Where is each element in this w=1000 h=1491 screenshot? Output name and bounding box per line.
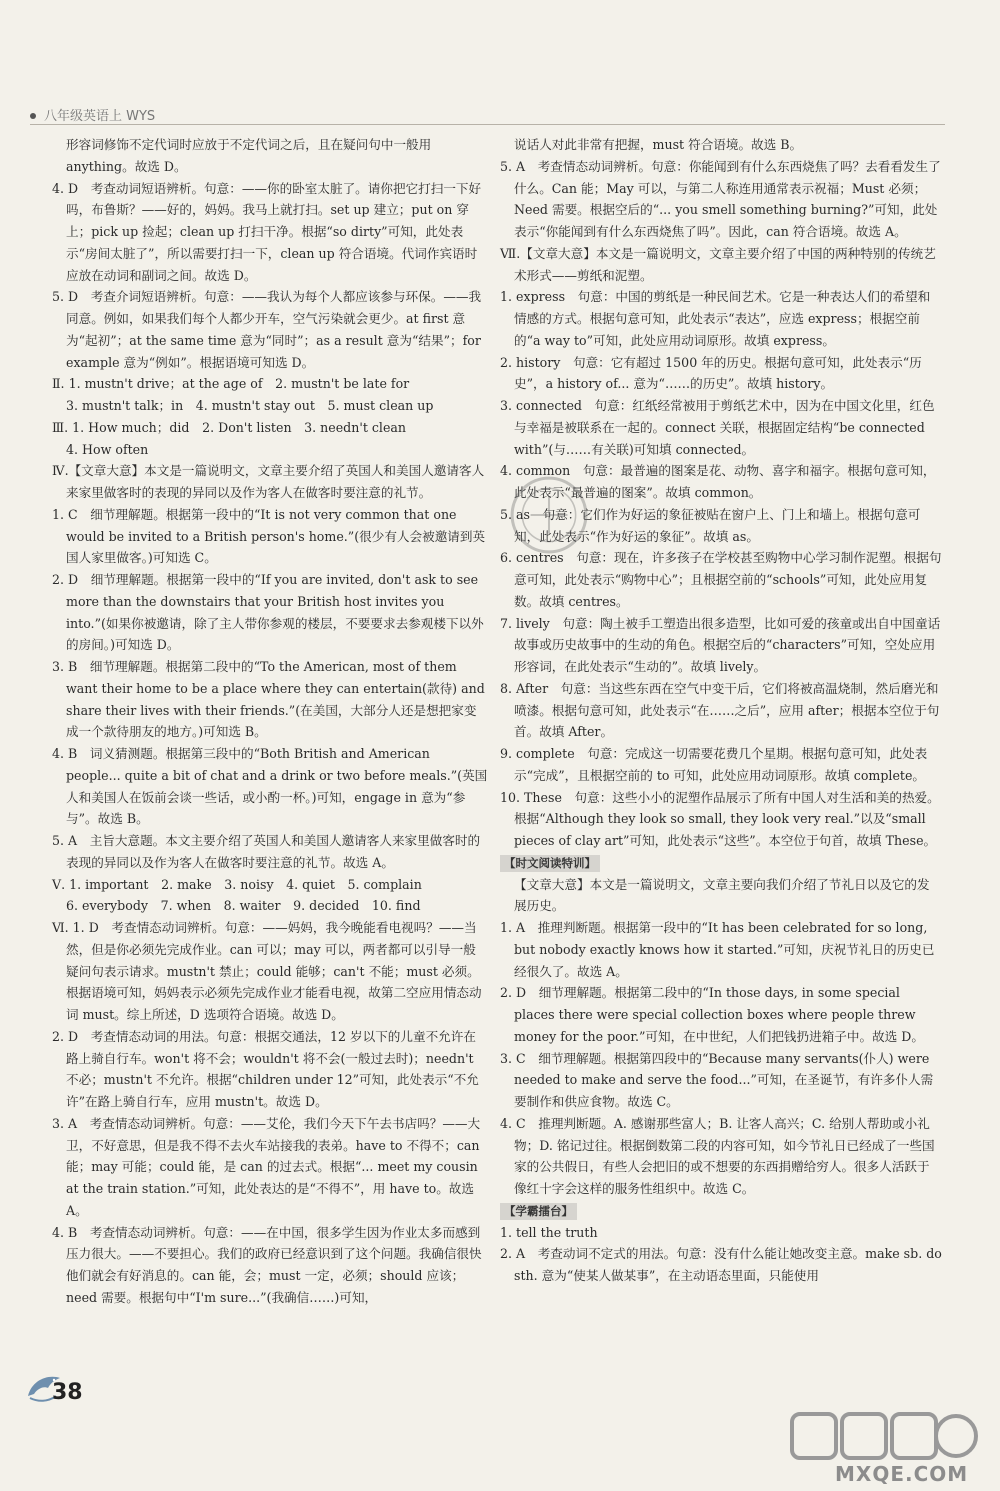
answer-item: 4. B 词义猜测题。根据第三段中的“Both British and American people... quite a bit of chat and a drink or two before meals.”(英国人和美国人在饭前会谈一些话，或小酌一杯。)可知，engage in 意为“参与”。故选 B。 [52, 746, 488, 827]
answer-item: 4. D 考查动词短语辨析。句意：——你的卧室太脏了。请你把它打扫一下好吗，布鲁斯？——好的，妈妈。我马上就打扫。set up 建立；put on 穿上；pick up 捡起；clean up 打扫干净。根据“so dirty”可知，此处表示“房间太脏了”，所以需要打扫一下，clean up 符合语境。代词作宾语时应放在动词和副词之间。故选 D。 [52, 180, 482, 283]
running-header [30, 104, 945, 125]
answer-item: 2. D 细节理解题。根据第一段中的“If you are invited, don't ask to see more than the downstairs that your British host invites you into.”(如果你被邀请，除了主人带你参观的楼层，不要要求去参观楼下以外的房间。)可知选 D。 [52, 572, 484, 653]
answer-item: 5. A 主旨大意题。本文主要介绍了英国人和美国人邀请客人来家里做客时的表现的异同以及作为客人在做客时要注意的礼节。故选 A。 [52, 833, 481, 870]
answer-item: 说话人对此非常有把握，must 符合语境。故选 B。 [514, 137, 803, 152]
watermark-text: MXQE.COM [835, 1462, 969, 1486]
answer-item: 5. A 考查情态动词辨析。句意：你能闻到有什么东西烧焦了吗？去看看发生了什么。Can 能；May 可以，与第二人称连用通常表示祝福；Must 必须；Need 需要。根据空后的“... you smell something burning?”可知，此处表示“你能闻到有什么东西烧焦了吗”。因此，can 符合语境。故选 A。 [500, 158, 941, 239]
right-column [500, 134, 942, 1287]
answer-item: 2. D 细节理解题。根据第二段中的“In those days, in some special places there were special collection boxes where people threw money for the poor.”可知，在中世纪，人们把钱扔进箱子中。故选 D。 [500, 985, 924, 1044]
answer-item: 3. mustn't talk；in 4. mustn't stay out 5. must clean up [66, 398, 434, 413]
answer-item: 2. history 句意：它有超过 1500 年的历史。根据句意可知，此处表示“历史”，a history of... 意为“……的历史”。故填 history。 [500, 354, 922, 392]
answer-item: 1. tell the truth [500, 1224, 598, 1240]
answer-item: 3. connected 句意：红纸经常被用于剪纸艺术中，因为在中国文化里，红色与幸福是被联系在一起的。connect 关联，根据固定结构“be connected with”(与……有关联)可知填 connected。 [500, 398, 935, 457]
answer-item: 8. After 句意：当这些东西在空气中变干后，它们将被高温烧制，然后磨光和喷漆。根据句意可知，此处表示“在……之后”，应用 after；根据本空位于句首。故填 After。 [500, 680, 940, 740]
answer-item: 1. express 句意：中国的剪纸是一种民间艺术。它是一种表达人们的希望和情感的方式。根据句意可知，此处表示“表达”，应选 express；根据空前的“a way to”可知，此处应用动词原形。故填 express。 [500, 289, 931, 348]
answer-item: 6. centres 句意：现在，许多孩子在学校甚至购物中心学习制作泥塑。根据句意可知，此处表示“购物中心”；且根据空前的“schools”可知，此处应用复数。故填 centres。 [500, 550, 942, 609]
answer-item: 5. as 句意：它们作为好运的象征被贴在窗户上、门上和墙上。根据句意可知，此处表示“作为好运的象征”。故填 as。 [500, 506, 921, 544]
page-number: 38 [52, 1380, 83, 1405]
answer-item: Ⅳ.【文章大意】本文是一篇说明文，文章主要介绍了英国人和美国人邀请客人来家里做客时的表现的异同以及作为客人在做客时要注意的礼节。 [52, 463, 485, 500]
answer-item: Ⅴ. 1. important 2. make 3. noisy 4. quiet 5. complain [52, 876, 422, 892]
running-header-title: 八年级英语上 WYS [44, 109, 156, 124]
answer-item: 4. C 推理判断题。A. 感谢那些富人；B. 让客人高兴；C. 给别人帮助或小礼物；D. 铭记过往。根据倒数第二段的内容可知，如今节礼日已经成了一些国家的公共假日，有些人会把旧的或不想要的东西捐赠给穷人。很多人活跃于像红十字会这样的服务性组织中。故选 C。 [500, 1115, 935, 1196]
answer-item: Ⅶ.【文章大意】本文是一篇说明文，文章主要介绍了中国的两种特别的传统艺术形式——剪纸和泥塑。 [500, 245, 936, 283]
seal-stamp-icon [508, 474, 590, 556]
answer-item: 9. complete 句意：完成这一切需要花费几个星期。根据句意可知，此处表示“完成”，且根据空前的 to 可知，此处应用动词原形。故填 complete。 [500, 746, 928, 783]
answer-item: Ⅵ. 1. D 考查情态动词辨析。句意：——妈妈，我今晚能看电视吗？——当然，但是你必须先完成作业。can 可以；may 可以，两者都可以引导一般疑问句表示请求。mustn't 禁止；could 能够；can't 不能；must 必须。根据语境可知，妈妈表示必须先完成作业才能看电视，故第二空应用情态动词 must。综上所述，D 选项符合语境。故选 D。 [52, 920, 482, 1022]
answer-item: 4. common 句意：最普遍的图案是花、动物、喜字和福字。根据句意可知，此处表示“最普遍的图案”。故填 common。 [500, 463, 936, 500]
answer-item: 10. These 句意：这些小小的泥塑作品展示了所有中国人对生活和美的热爱。根据“Although they look so small, they look very real.”以及“small pieces of clay art”可知，此处表示“这些”。本空位于句首，故填 These。 [500, 789, 940, 848]
answer-item: 3. C 细节理解题。根据第四段中的“Because many servants(仆人) were needed to make and serve the food...”可知，在圣诞节，有许多仆人需要制作和供应食物。故选 C。 [500, 1050, 934, 1109]
answer-item: 1. A 推理判断题。根据第一段中的“It has been celebrated for so long, but nobody exactly knows how it started.”可知，庆祝节礼日的历史已经很久了。故选 A。 [500, 920, 935, 979]
section-tag: 【时文阅读特训】 [500, 855, 600, 872]
answer-item: 2. D 考查情态动词的用法。句意：根据交通法，12 岁以下的儿童不允许在路上骑自行车。won't 将不会；wouldn't 将不会(一般过去时)；needn't 不必；mustn't 不允许。根据“children under 12”可知，此处表示“不允许”在路上骑自行车，应用 mustn't。故选 D。 [52, 1028, 479, 1109]
left-column [52, 134, 488, 1309]
answer-item: 4. B 考查情态动词辨析。句意：——在中国，很多学生因为作业太多而感到压力很大。——不要担心。我们的政府已经意识到了这个问题。我确信很快他们就会有好消息的。can 能，会；must 一定，必须；should 应该；need 需要。根据句中“I'm sure...”(我确信……)可知， [52, 1224, 482, 1305]
answer-item: 形容词修饰不定代词时应放于不定代词之后，且在疑问句中一般用anything。故选 D。 [66, 137, 432, 174]
answer-item: 7. lively 句意：陶土被手工塑造出很多造型，比如可爱的孩童或出自中国童话故事或历史故事中的生动的角色。根据空后的“characters”可知，空处应用形容词，在此处表示“生动的”。故填 lively。 [500, 615, 941, 674]
answer-item: 1. C 细节理解题。根据第一段中的“It is not very common that one would be invited to a British person's home.”(很少有人会被邀请到英国人家里做客。)可知选 C。 [52, 506, 486, 566]
section-tag: 【学霸擂台】 [500, 1203, 577, 1220]
answer-item: 【文章大意】本文是一篇说明文，文章主要向我们介绍了节礼日以及它的发展历史。 [514, 876, 930, 914]
answer-item: 6. everybody 7. when 8. waiter 9. decided 10. find [66, 898, 421, 914]
answer-item: 4. How often [66, 441, 149, 457]
answer-item: 3. B 细节理解题。根据第二段中的“To the American, most of them want their home to be a place where they can entertain(款待) and share their lives with their friends.”(在美国，大部分人还是想把家变成一个款待朋友的地方。)可知选 B。 [52, 659, 485, 740]
answer-item: 2. A 考查动词不定式的用法。句意：没有什么能让她改变主意。make sb. do sth. 意为“使某人做某事”，在主动语态里面，只能使用 [500, 1246, 942, 1283]
answer-item: 3. A 考查情态动词辨析。句意：——艾伦，我们今天下午去书店吗？——大卫，不好意思，但是我不得不去火车站接我的表弟。have to 不得不；can 能；may 可能；could 能，是 can 的过去式。根据“... meet my cousin at the train station.”可知，此处表达的是“不得不”，用 have to。故选 A。 [52, 1115, 481, 1218]
answer-item: 5. D 考查介词短语辨析。句意：——我认为每个人都应该参与环保。——我同意。例如，如果我们每个人都少开车，空气污染就会更少。at first 意为“起初”；at the same time 意为“同时”；as a result 意为“结果”；for example 意为“例如”。根据语境可知选 D。 [52, 289, 482, 370]
bullet-icon [30, 113, 36, 119]
answer-item: Ⅲ. 1. How much；did 2. Don't listen 3. needn't clean [52, 419, 407, 435]
answer-item: Ⅱ. 1. mustn't drive；at the age of 2. mustn't be late for [52, 376, 410, 392]
